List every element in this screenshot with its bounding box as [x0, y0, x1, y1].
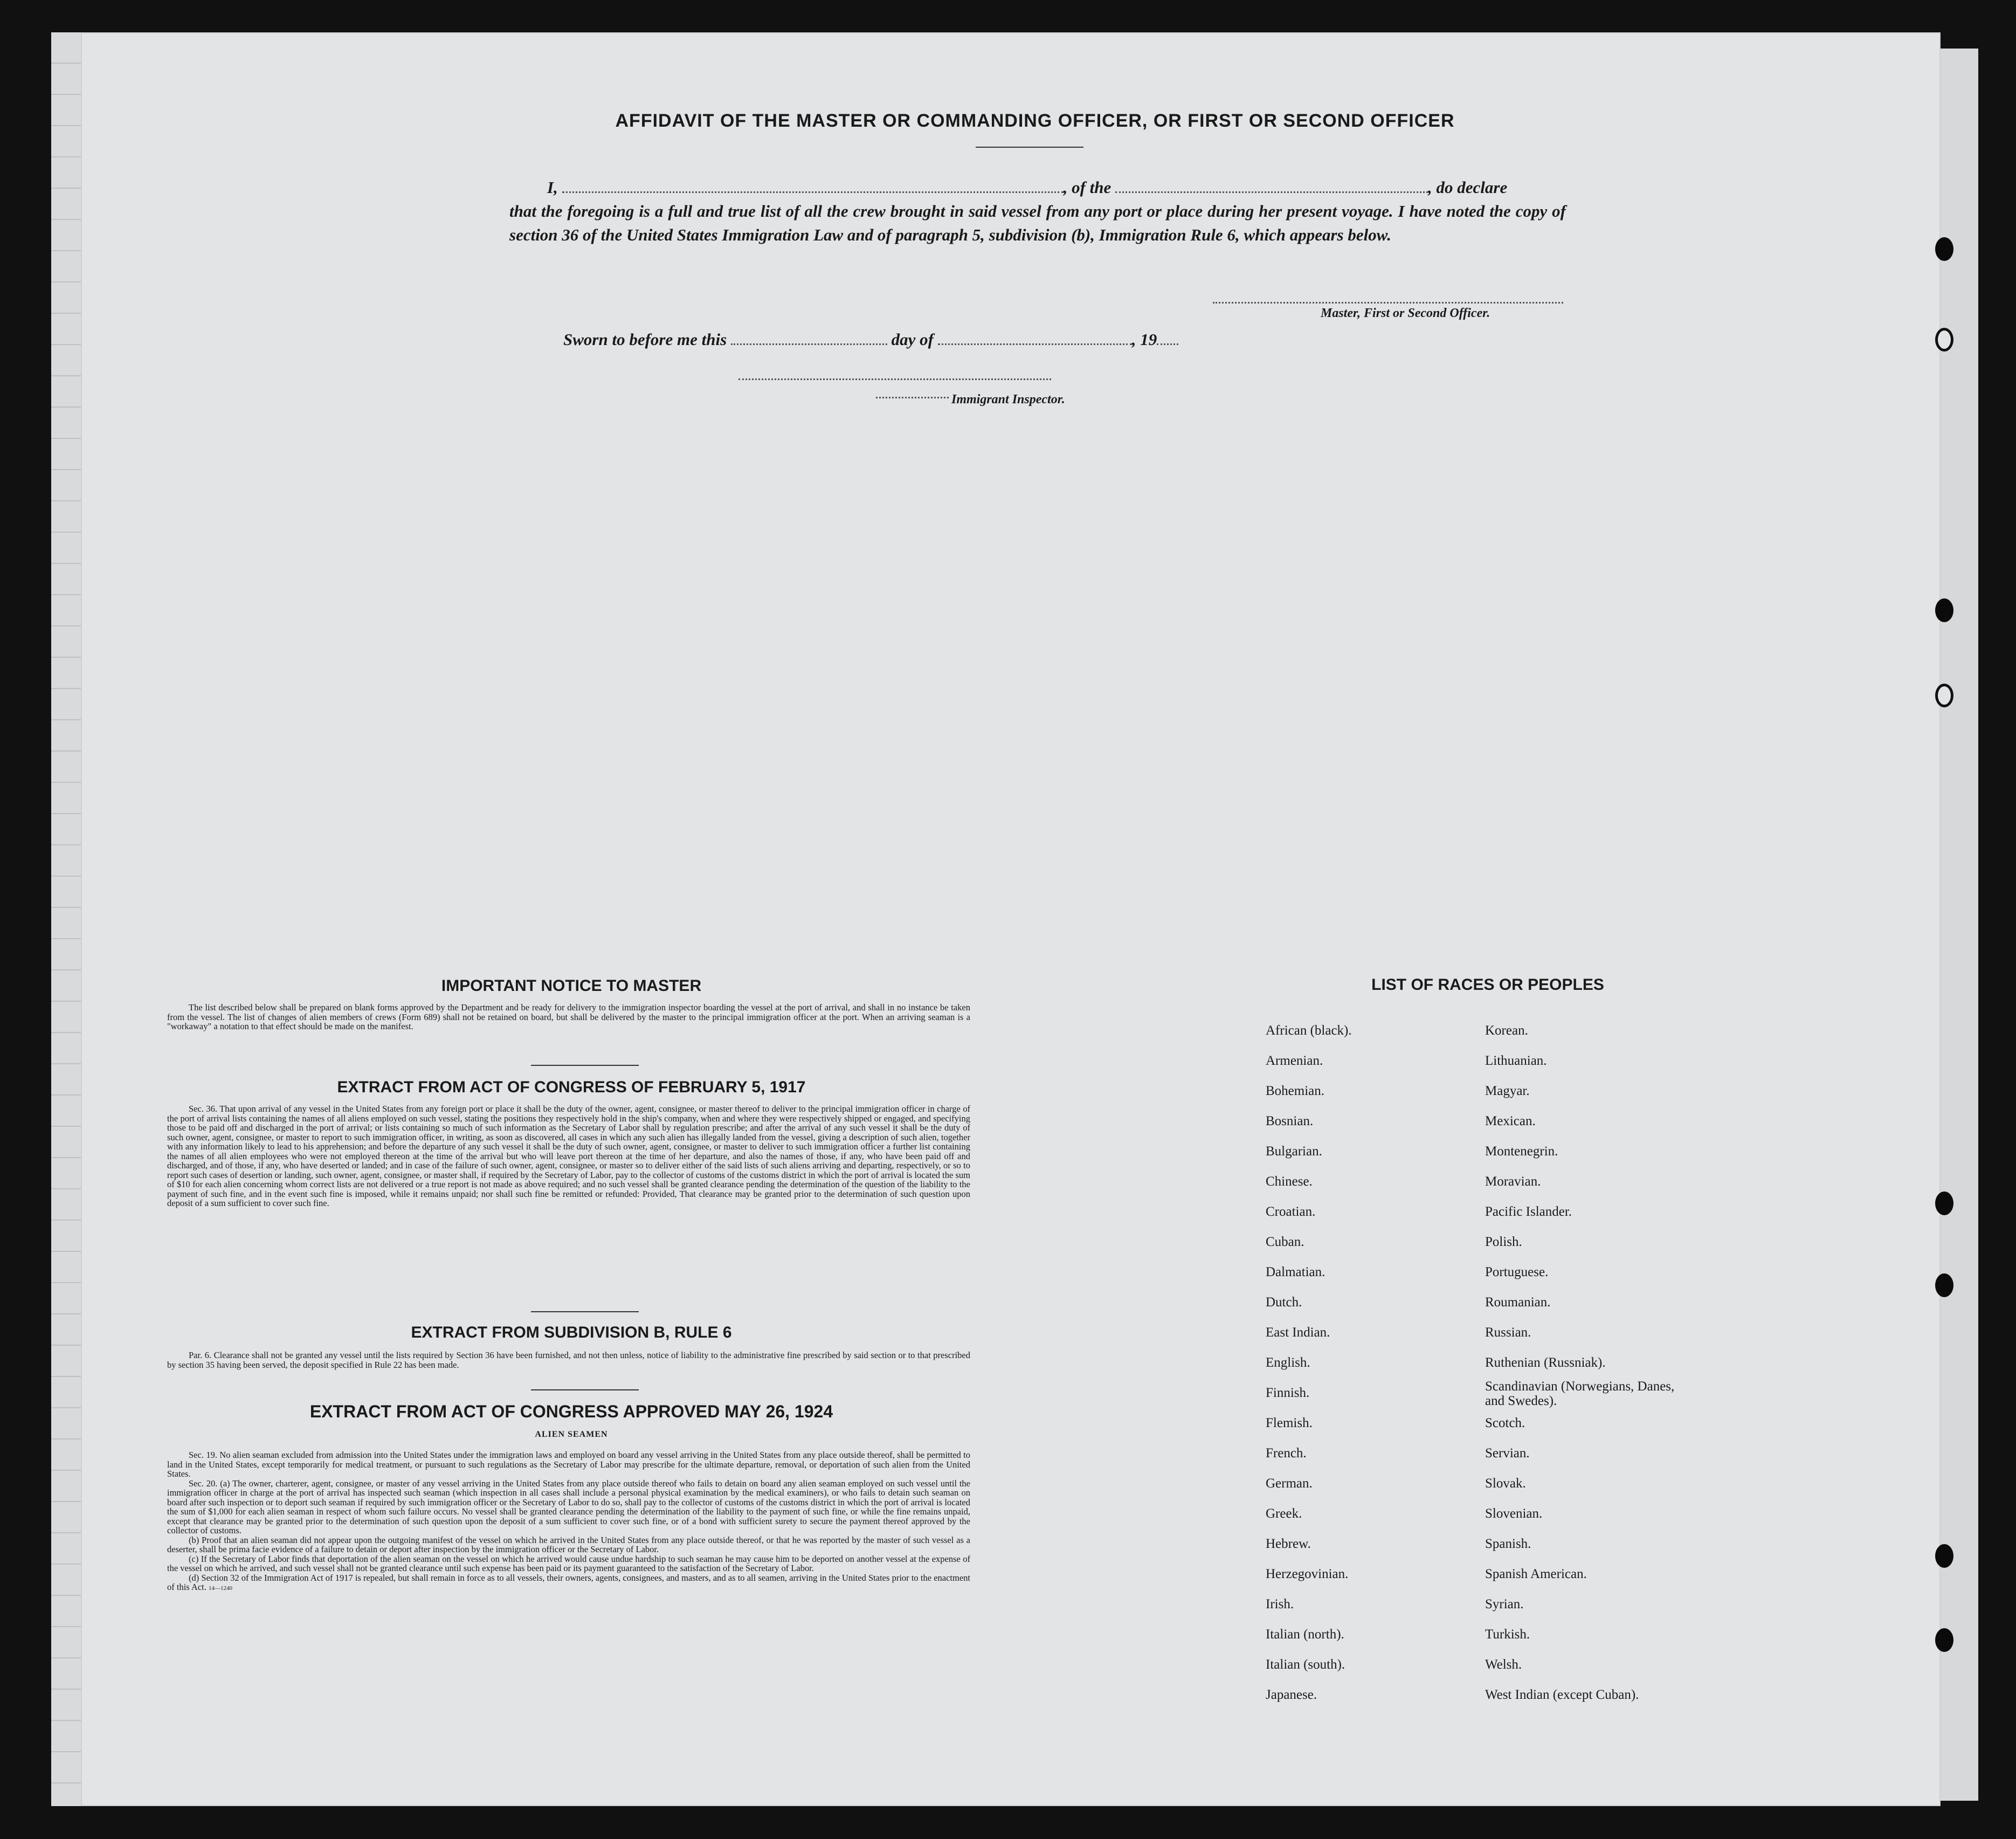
sec-20b-text: (b) Proof that an alien seaman did not appear upon the outgoing manifest of the vessel on which he arrived in the United States from any place outside thereof, or that he was reported by the master of such vessel as a deserter, shall be prima facie evidence of a failure to detain or deport after inspection by the immigration officer or the Secretary of Labor. — [167, 1534, 970, 1554]
notice-body — [167, 1003, 970, 1031]
race-item: Croatian. — [1266, 1204, 1316, 1219]
sec-20d-body: (d) Section 32 of the Immigration Act of 1917 is repealed, but shall remain in force as to all vessels, their owners, agents, consignees, and masters, and as to all seamen, arriving in the United States prior to the enactment of this Act. — [167, 1572, 970, 1592]
punch-hole — [1935, 1191, 1953, 1215]
race-item: Armenian. — [1266, 1053, 1323, 1068]
section-36-text: Sec. 36. That upon arrival of any vessel in the United States from any foreign port or place it shall be the duty of the owner, agent, consignee, or master thereof to deliver to the principal immigration officer in charge of the port of arrival lists containing the names of all aliens employed on such vessel, stating the positions they respectively hold in the ship's company, when and where they were respectively shipped or engaged, and specifying those to be paid off and discharged in the port of arrival; or lists containing so much of such information as the Secretary of Labor shall by regulation prescribe; and after the arrival of any such vessel it shall be the duty of such owner, agent, consignee, or master to report to such immigration officer, in writing, as soon as discovered, all cases in which any such alien has illegally landed from the vessel, giving a description of such alien, together with any information likely to lead to his apprehension; and before the departure of any such vessel it shall be the duty of such owner, agent, consignee, or master to deliver to such immigration officer a further list containing the names of all alien employees who were not employed thereon at the time of the arrival but who will leave port thereon at the time of her departure, and also the names of those, if any, who have been paid off and discharged, and of those, if any, who have deserted or landed; and in case of the failure of such owner, agent, consignee, or master so to deliver either of the said lists of such aliens arriving and departing, respectively, or so to report such cases of desertion or landing, such owner, agent, consignee, or master shall, if required by the Secretary of Labor, pay to the collector of customs of the customs district in which the port of arrival is located the sum of $10 for each alien concerning whom correct lists are not delivered or a true report is not made as above required; and no such vessel shall be granted clearance pending the determination of the question of the liability to the payment of such fine, and in the event such fine is imposed, while it remains unpaid; nor shall such fine be remitted or refunded: Provided, That clearance may be granted prior to the determination of such question upon deposit of a sum sufficient to cover such fine. — [167, 1104, 970, 1208]
extract-1924-body — [167, 1450, 970, 1594]
race-item: Bohemian. — [1266, 1084, 1325, 1098]
race-item: Pacific Islander. — [1485, 1204, 1572, 1219]
race-item: Scotch. — [1485, 1416, 1525, 1430]
punch-hole — [1935, 684, 1953, 707]
declare-text: , do declare — [1428, 178, 1508, 197]
sworn-day-of: day of — [891, 330, 934, 349]
race-item: Cuban. — [1266, 1235, 1304, 1249]
race-item: Greek. — [1266, 1506, 1302, 1521]
sworn-day-field[interactable] — [731, 332, 887, 345]
punch-hole — [1935, 1273, 1953, 1297]
extract-1917-title: EXTRACT FROM ACT OF CONGRESS OF FEBRUARY 5, 1917 — [337, 1078, 806, 1096]
race-item: Dalmatian. — [1266, 1265, 1325, 1279]
race-item: Bulgarian. — [1266, 1144, 1322, 1159]
master-signature-line[interactable] — [1213, 302, 1563, 304]
race-item: Korean. — [1485, 1023, 1528, 1038]
notice-text: The list described below shall be prepared on blank forms approved by the Department and be ready for delivery to the immigration inspector boarding the vessel at the port of arrival, and shall in no instance be taken from the vessel. The list of changes of alien members of crews (Form 689) shall not be retained on board, but shall be delivered by the master to the principal immigration officer at the port. When an arriving seaman is a "workaway" a notation to that effect should be made on the manifest. — [167, 1002, 970, 1031]
race-item: Chinese. — [1266, 1174, 1313, 1189]
race-item: German. — [1266, 1476, 1313, 1491]
race-item: Dutch. — [1266, 1295, 1302, 1310]
sworn-line — [563, 330, 1178, 349]
extract-1924-title: EXTRACT FROM ACT OF CONGRESS APPROVED MAY 26, 1924 — [309, 1402, 833, 1421]
notice-title: IMPORTANT NOTICE TO MASTER — [441, 977, 702, 995]
master-signature-label: Master, First or Second Officer. — [1321, 306, 1490, 320]
section-divider — [531, 1311, 639, 1312]
sec-20a-text: Sec. 20. (a) The owner, charterer, agent, consignee, or master of any vessel arriving in the United States from any place outside thereof who fails to detain on board any alien seaman employed on such vessel until the immigration officer in charge at the port of arrival has inspected such seaman (which inspection in all cases shall include a personal physical examination by the medical examiners), or who fails to detain such seaman on board after such inspection or to deport such seaman if required by such immigration officer or the Secretary of Labor to do so, shall pay to the collector of customs of the customs district in which the port of arrival is located the sum of $1,000 for each alien seaman in respect of whom such failure occurs. No vessel shall be granted clearance pending the determination of the liability to the payment of such fine, or while the fine remains unpaid, except that clearance may be granted prior to the determination of such question upon the deposit of a sum sufficient to cover such fine, or of a bond with sufficient surety to secure the payment thereof approved by the collector of customs. — [167, 1478, 970, 1535]
declarant-prefix: I, — [547, 178, 558, 197]
race-item: African (black). — [1266, 1023, 1352, 1038]
race-item: Ruthenian (Russniak). — [1485, 1355, 1606, 1370]
race-item: Scandinavian (Norwegians, Danes, and Swedes). — [1485, 1379, 1675, 1408]
declaration-line — [547, 178, 1507, 197]
race-item: Russian. — [1485, 1325, 1531, 1340]
race-item: Herzegovinian. — [1266, 1567, 1349, 1581]
race-item: Magyar. — [1485, 1084, 1530, 1098]
race-item: Portuguese. — [1485, 1265, 1549, 1279]
race-item: Polish. — [1485, 1235, 1522, 1249]
race-item: Servian. — [1485, 1446, 1530, 1461]
sec-20c-text: (c) If the Secretary of Labor finds that deportation of the alien seaman on the vessel on which he arrived would cause undue hardship to such seaman he may cause him to be deported on another vessel at the expense of the vessel on which he arrived, and such vessel shall not be granted clearance until such expense has been paid or its payment guaranteed to the satisfaction of the Secretary of Labor. — [167, 1553, 970, 1573]
affidavit-title: AFFIDAVIT OF THE MASTER OR COMMANDING OFFICER, OR FIRST OR SECOND OFFICER — [615, 111, 1455, 131]
race-item: Lithuanian. — [1485, 1053, 1547, 1068]
race-item: West Indian (except Cuban). — [1485, 1688, 1639, 1702]
extract-rule6-title: EXTRACT FROM SUBDIVISION B, RULE 6 — [411, 1324, 732, 1341]
race-item: Slovenian. — [1485, 1506, 1543, 1521]
punch-hole — [1935, 328, 1953, 352]
declarant-name-field[interactable] — [562, 180, 1064, 193]
extract-rule6-body — [167, 1351, 970, 1369]
page-edge — [1941, 49, 1978, 1801]
alien-seamen-subtitle: ALIEN SEAMEN — [535, 1430, 608, 1439]
race-item: English. — [1266, 1355, 1310, 1370]
race-item: French. — [1266, 1446, 1307, 1461]
section-divider — [531, 1389, 639, 1390]
race-item: Japanese. — [1266, 1688, 1317, 1702]
race-item: Moravian. — [1485, 1174, 1541, 1189]
form-number: 14—1240 — [209, 1585, 232, 1592]
race-item: Hebrew. — [1266, 1537, 1311, 1551]
punch-hole — [1935, 1544, 1953, 1568]
inspector-prefix-line — [876, 397, 949, 398]
paragraph-6-text: Par. 6. Clearance shall not be granted any vessel until the lists required by Section 36 have been furnished, and not then unless, notice of liability to the administrative fine prescribed by said section or to that prescribed by section 35 having been served, the deposit specified in Rule 22 has been made. — [167, 1350, 970, 1370]
race-item: Spanish American. — [1485, 1567, 1587, 1581]
race-item: Italian (south). — [1266, 1657, 1345, 1672]
extract-1917-body — [167, 1104, 970, 1208]
inspector-signature-line[interactable] — [738, 378, 1051, 380]
title-divider — [976, 147, 1083, 148]
race-item: Irish. — [1266, 1597, 1294, 1611]
race-item: Turkish. — [1485, 1627, 1530, 1642]
sworn-prefix: Sworn to before me this — [563, 330, 727, 349]
vessel-name-field[interactable] — [1115, 180, 1428, 193]
sworn-year-field[interactable] — [1157, 332, 1178, 345]
race-item: Finnish. — [1266, 1386, 1310, 1400]
inspector-signature-label: Immigrant Inspector. — [951, 392, 1065, 407]
vessel-prefix: , of the — [1063, 178, 1111, 197]
race-item: Welsh. — [1485, 1657, 1522, 1672]
races-title: LIST OF RACES OR PEOPLES — [1371, 976, 1604, 994]
race-item: Mexican. — [1485, 1114, 1536, 1128]
race-item: Slovak. — [1485, 1476, 1526, 1491]
race-item: Montenegrin. — [1485, 1144, 1558, 1159]
sec-20d-text — [167, 1573, 970, 1594]
race-item: Italian (north). — [1266, 1627, 1344, 1642]
declaration-paragraph: that the foregoing is a full and true list of all the crew brought in said vessel from any port or place during her present voyage. I have noted the copy of section 36 of the United States Immigration Law and of paragraph 5, subdivision (b), Immigration Rule 6, which appears below. — [509, 202, 1566, 244]
sworn-year-prefix: , 19 — [1131, 330, 1157, 349]
punch-hole — [1935, 237, 1953, 261]
punch-hole — [1935, 1628, 1953, 1652]
sec-19-text: Sec. 19. No alien seaman excluded from admission into the United States under the immigration laws and employed on board any vessel arriving in the United States from any place outside thereof, shall be permitted to land in the United States, except temporarily for medical treatment, or pursuant to such regulations as the Secretary of Labor may prescribe for the ultimate departure, removal, or deportation of such alien from the United States. — [167, 1450, 970, 1479]
race-item: Bosnian. — [1266, 1114, 1314, 1128]
race-item: Roumanian. — [1485, 1295, 1551, 1310]
race-item: Flemish. — [1266, 1416, 1313, 1430]
sworn-month-field[interactable] — [938, 332, 1132, 345]
section-divider — [531, 1065, 639, 1066]
race-item: Spanish. — [1485, 1537, 1531, 1551]
race-item: East Indian. — [1266, 1325, 1330, 1340]
race-item: Syrian. — [1485, 1597, 1524, 1611]
punch-hole — [1935, 598, 1953, 622]
